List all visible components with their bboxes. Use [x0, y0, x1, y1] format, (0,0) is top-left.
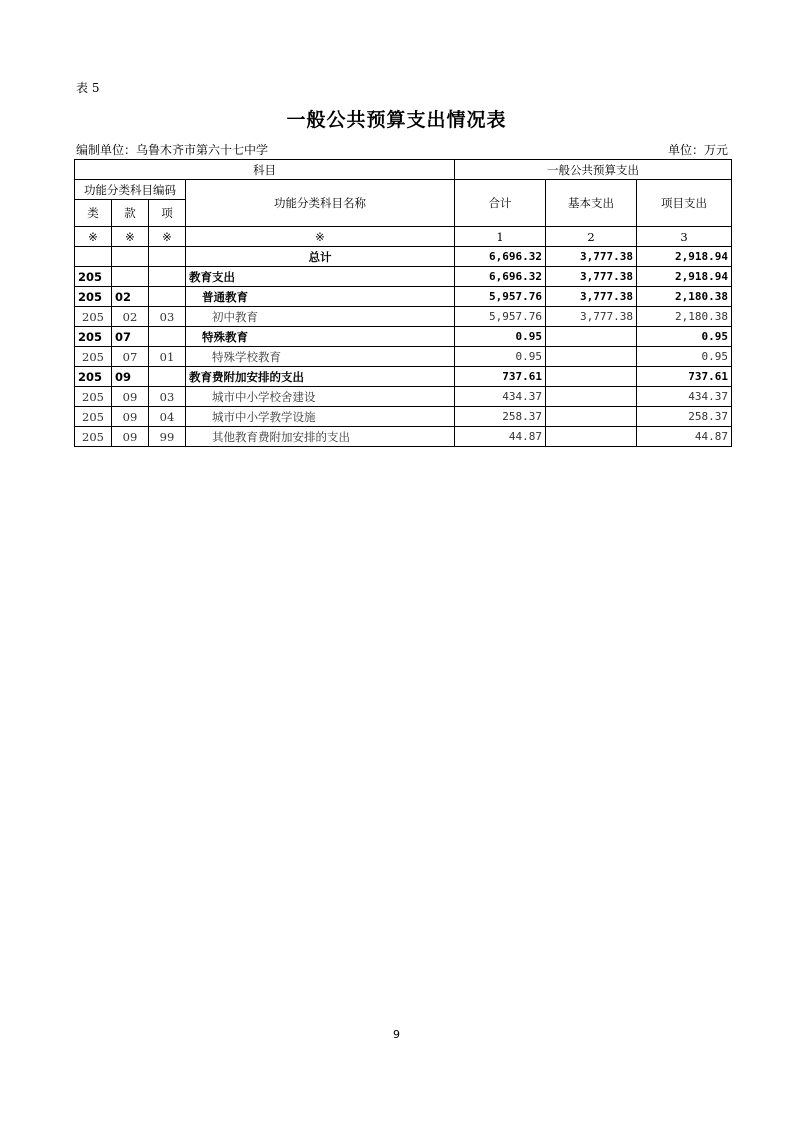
header-info-row	[76, 141, 728, 158]
section-header: 款	[112, 200, 149, 227]
row-name: 城市中小学教学设施	[186, 407, 455, 427]
header-row-2	[75, 180, 732, 200]
row-item: 03	[149, 387, 186, 407]
basic-header: 基本支出	[546, 180, 637, 227]
row-section: 07	[112, 347, 149, 367]
row-basic: 3,777.38	[546, 267, 637, 287]
name-header: 功能分类科目名称	[186, 180, 455, 227]
row-name: 特殊学校教育	[186, 347, 455, 367]
item-header: 项	[149, 200, 186, 227]
index-col-2: 2	[546, 227, 637, 247]
empty-cell	[112, 247, 149, 267]
row-section	[112, 267, 149, 287]
table-row	[75, 267, 732, 287]
table-row	[75, 327, 732, 347]
row-basic	[546, 407, 637, 427]
total-project: 2,918.94	[637, 247, 732, 267]
index-row	[75, 227, 732, 247]
row-name: 教育费附加安排的支出	[186, 367, 455, 387]
row-total: 6,696.32	[455, 267, 546, 287]
row-item: 01	[149, 347, 186, 367]
row-total: 5,957.76	[455, 287, 546, 307]
table-row	[75, 427, 732, 447]
index-col-1: 1	[455, 227, 546, 247]
row-class: 205	[75, 387, 112, 407]
code-group-header: 功能分类科目编码	[75, 180, 186, 200]
empty-cell	[149, 247, 186, 267]
row-project: 434.37	[637, 387, 732, 407]
row-total: 737.61	[455, 367, 546, 387]
row-section: 09	[112, 407, 149, 427]
page-number: 9	[393, 1028, 400, 1041]
budget-group-header: 一般公共预算支出	[455, 160, 732, 180]
row-section: 09	[112, 427, 149, 447]
row-name: 教育支出	[186, 267, 455, 287]
subject-header: 科目	[75, 160, 455, 180]
row-total: 0.95	[455, 347, 546, 367]
row-basic	[546, 367, 637, 387]
row-basic: 3,777.38	[546, 307, 637, 327]
row-class: 205	[75, 327, 112, 347]
row-class: 205	[75, 427, 112, 447]
total-label: 总计	[186, 247, 455, 267]
row-basic	[546, 327, 637, 347]
row-item	[149, 367, 186, 387]
row-total: 0.95	[455, 327, 546, 347]
class-header: 类	[75, 200, 112, 227]
row-section: 02	[112, 287, 149, 307]
row-class: 205	[75, 367, 112, 387]
row-name: 特殊教育	[186, 327, 455, 347]
row-item: 04	[149, 407, 186, 427]
compiler-unit: 编制单位：乌鲁木齐市第六十七中学	[76, 143, 269, 157]
table-label: 表 5	[76, 81, 100, 95]
row-name: 城市中小学校舍建设	[186, 387, 455, 407]
index-col-3: 3	[637, 227, 732, 247]
row-name: 初中教育	[186, 307, 455, 327]
row-basic	[546, 427, 637, 447]
total-header: 合计	[455, 180, 546, 227]
budget-table	[74, 159, 732, 447]
row-class: 205	[75, 307, 112, 327]
currency-unit: 单位：万元	[667, 143, 728, 157]
row-class: 205	[75, 287, 112, 307]
row-project: 2,918.94	[637, 267, 732, 287]
total-sum: 6,696.32	[455, 247, 546, 267]
row-class: 205	[75, 347, 112, 367]
row-section: 07	[112, 327, 149, 347]
table-row	[75, 387, 732, 407]
row-item	[149, 287, 186, 307]
row-item: 99	[149, 427, 186, 447]
row-project: 2,180.38	[637, 287, 732, 307]
total-row	[75, 247, 732, 267]
page-title: 一般公共预算支出情况表	[286, 109, 507, 131]
project-header: 项目支出	[637, 180, 732, 227]
table-row	[75, 347, 732, 367]
table-row	[75, 407, 732, 427]
row-name: 普通教育	[186, 287, 455, 307]
table-row	[75, 287, 732, 307]
row-basic	[546, 387, 637, 407]
row-basic	[546, 347, 637, 367]
index-mark: ※	[75, 227, 112, 247]
row-name: 其他教育费附加安排的支出	[186, 427, 455, 447]
row-section: 09	[112, 367, 149, 387]
table-row	[75, 367, 732, 387]
row-project: 737.61	[637, 367, 732, 387]
row-basic: 3,777.38	[546, 287, 637, 307]
row-total: 5,957.76	[455, 307, 546, 327]
row-section: 09	[112, 387, 149, 407]
row-class: 205	[75, 407, 112, 427]
row-total: 434.37	[455, 387, 546, 407]
row-project: 0.95	[637, 327, 732, 347]
row-total: 44.87	[455, 427, 546, 447]
index-mark: ※	[186, 227, 455, 247]
row-item	[149, 267, 186, 287]
total-basic: 3,777.38	[546, 247, 637, 267]
index-mark: ※	[149, 227, 186, 247]
row-item	[149, 327, 186, 347]
row-total: 258.37	[455, 407, 546, 427]
row-class: 205	[75, 267, 112, 287]
header-row-1	[75, 160, 732, 180]
row-project: 258.37	[637, 407, 732, 427]
empty-cell	[75, 247, 112, 267]
row-project: 0.95	[637, 347, 732, 367]
row-project: 44.87	[637, 427, 732, 447]
row-section: 02	[112, 307, 149, 327]
table-row	[75, 307, 732, 327]
index-mark: ※	[112, 227, 149, 247]
row-item: 03	[149, 307, 186, 327]
row-project: 2,180.38	[637, 307, 732, 327]
